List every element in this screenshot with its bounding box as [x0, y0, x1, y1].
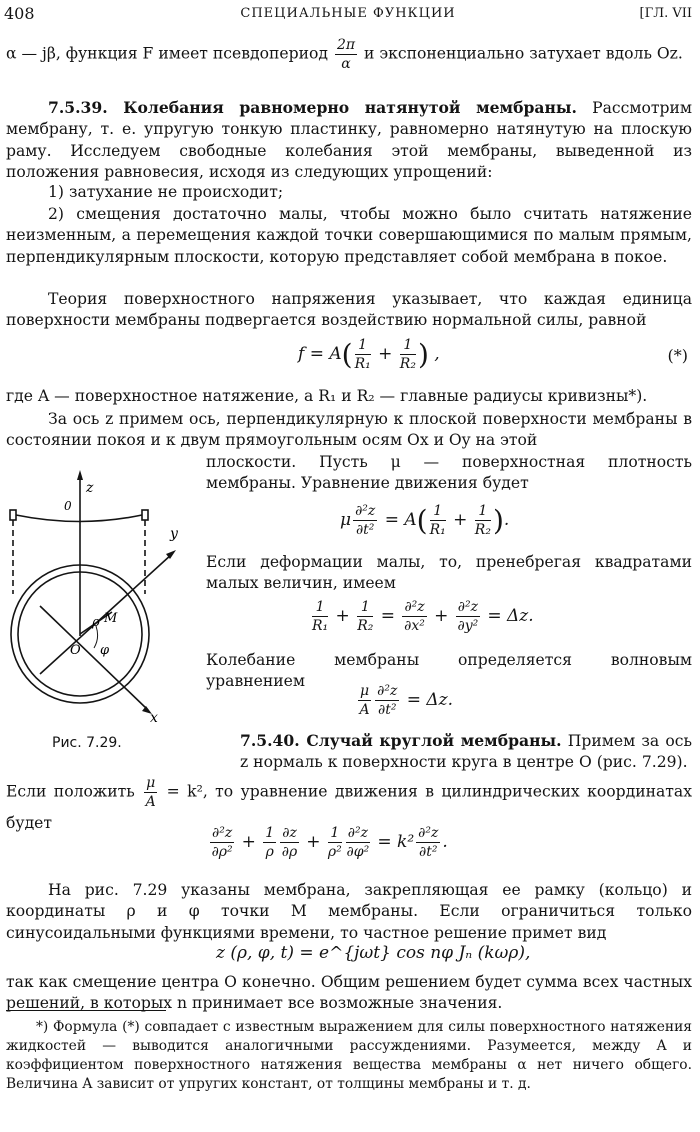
label-x: x — [150, 710, 158, 726]
section-title: 7.5.39. Колебания равномерно натянутой мембраны. — [48, 98, 577, 117]
label-zeta: 0 — [64, 499, 72, 513]
paragraph-where: где A — поверхностное натяжение, а R₁ и R₂ — главные радиусы кривизны*). — [6, 387, 648, 405]
paragraph-small-deformation: Если деформации малы, то, пренебрегая квадратами малых величин, имеем — [206, 553, 692, 593]
figure-caption: Рис. 7.29. — [52, 735, 122, 751]
section-7-5-40: 7.5.40. Случай круглой мембраны. Примем за ось z нормаль к поверхности круга в центре O (рис. 7.29). — [240, 731, 692, 772]
paragraph-figure-ref: На рис. 7.29 указаны мембрана, закрепляющая ее рамку (кольцо) и координаты ρ и φ точки M мембраны. Если ограничиться только синусоидальными функциями времени, то частное решение примет вид — [6, 881, 692, 942]
membrane-curve — [16, 515, 142, 522]
header-title: СПЕЦИАЛЬНЫЕ ФУНКЦИИ — [240, 6, 456, 21]
figure-7-29 — [0, 466, 200, 726]
list-item-1: 1) затухание не происходит; — [48, 183, 284, 201]
fraction-2pi-alpha: $\frac{2\pi}{\alpha}$ — [336, 37, 356, 72]
equation-number: (*) — [667, 346, 688, 365]
equation-wave: $\frac{\mu}{A}$ $\frac{\text{∂²z}}{\text{∂t²}}$ = Δz. — [359, 683, 454, 718]
equation-force: f = A( $\frac{1}{\text{R₁}}$ + $\frac{1}{\text{R₂}}$ ) , — [298, 337, 440, 372]
label-M: M — [104, 611, 118, 626]
label-phi: φ — [100, 643, 110, 658]
label-y: y — [170, 526, 178, 542]
equation-cylindrical: $\frac{\text{∂²z}}{\text{∂ρ²}}$ + $\frac{1}{\rho}$ $\frac{\partial z}{\partial\rho}$ + $\frac{1}{\text{ρ²}}$ $\frac{\text{∂²z}}{\text{∂φ²}}$ = k² $\frac{\text{∂²z}}{\text{∂t²}}$ . — [211, 825, 448, 860]
chapter-label: [ГЛ. VII — [639, 6, 692, 21]
paragraph-axis-cont: плоскости. Пусть μ — поверхностная плотность мембраны. Уравнение движения будет — [206, 453, 692, 493]
equation-laplacian: $\frac{1}{\text{R₁}}$ + $\frac{1}{\text{R₂}}$ = $\frac{\text{∂²z}}{\text{∂x²}}$ + $\frac{\text{∂²z}}{\text{∂y²}}$ = Δz. — [312, 599, 534, 634]
label-O: O — [70, 643, 81, 658]
running-header — [4, 4, 692, 26]
paragraph-wave-equation: Колебание мембраны определяется волновым уравнением — [206, 651, 692, 691]
paragraph-if-k: Если положить $\frac{\mu}{A}$ = k², то уравнение движения в цилиндрических координатах будет — [6, 775, 692, 832]
equation-solution: z (ρ, φ, t) = e^{jωt} cos nφ Jₙ (kωρ), — [216, 943, 531, 963]
paragraph-theory: Теория поверхностного напряжения указывает, что каждая единица поверхности мембраны подвергается воздействию нормальной силы, равной — [6, 290, 692, 330]
z-axis-arrow — [77, 470, 83, 480]
paragraph-general: так как смещение центра O конечно. Общим решением будет сумма всех частных решений, в которых n принимает все возможные значения. — [6, 973, 692, 1013]
footnote: *) Формула (*) совпадает с известным выражением для силы поверхностного натяжения жидкостей — выводится аналогичными рассуждениями. Разумеется, между A и коэффициентом поверхностного натяжения вещества мембраны α нет ничего общего. Величина A зависит от упругих констант, от толщины мембраны и т. д. — [6, 1019, 692, 1092]
paragraph-pseudoperiod: α — jβ, функция F имеет псевдопериод $\frac{2\pi}{\alpha}$ и экспоненциально затухает вдоль Oz. — [6, 37, 683, 72]
frame-right-post — [142, 510, 148, 520]
footnote-rule — [6, 1010, 166, 1011]
label-rho: ρ — [92, 615, 100, 630]
section-title-2: 7.5.40. Случай круглой мембраны. — [240, 731, 562, 750]
label-z: z — [86, 480, 94, 496]
frame-left-post — [10, 510, 16, 520]
equation-motion: μ $\frac{\text{∂²z}}{\text{∂t²}}$ = A( $\frac{1}{\text{R₁}}$ + $\frac{1}{\text{R₂}}$ ). — [340, 503, 510, 538]
section-7-5-39: 7.5.39. Колебания равномерно натянутой мембраны. Рассмотрим мембрану, т. е. упругую тонкую пластинку, равномерно натянутую на плоскую раму. Исследуем свободные колебания этой мембраны, выведенной из положения равновесия, исходя из следующих упрощений: — [6, 98, 692, 182]
page-number: 408 — [4, 4, 35, 23]
list-item-2: 2) смещения достаточно малы, чтобы можно было считать натяжение неизменным, а перемещения каждой точки совершающимися по малым прямым, перпендикулярным плоскости, которую представляет собой мембрана в покое. — [6, 205, 692, 266]
paragraph-axis: За ось z примем ось, перпендикулярную к плоской поверхности мембраны в состоянии покоя и к двум прямоугольным осям Ox и Oy на этой — [6, 410, 692, 450]
